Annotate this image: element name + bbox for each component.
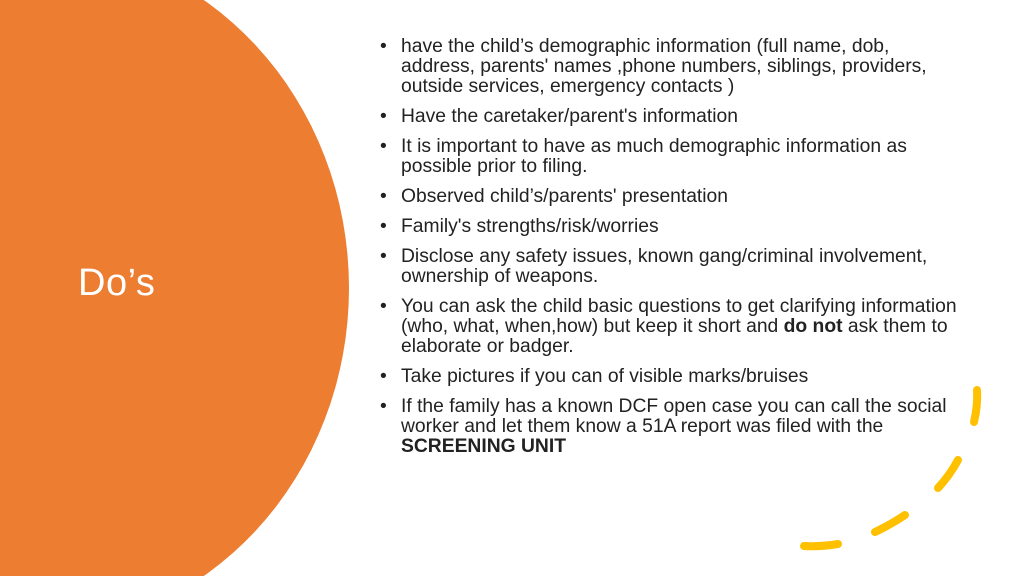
bullet-item <box>380 217 960 237</box>
bullet-text: Have the caretaker/parent's information <box>401 106 738 127</box>
bullet-item <box>380 297 960 357</box>
slide-title: Do’s <box>78 262 156 304</box>
bullet-text: Family's strengths/risk/worries <box>401 216 659 237</box>
arc-dash <box>974 390 977 422</box>
bullet-emphasis: SCREENING UNIT <box>401 436 566 457</box>
bullet-icon: • <box>380 106 387 127</box>
bullet-icon: • <box>380 396 387 417</box>
bullet-text: Take pictures if you can of visible marks/bruises <box>401 366 809 387</box>
arc-dash <box>804 544 838 546</box>
bullet-icon: • <box>380 246 387 267</box>
bullet-text: You can ask the child basic questions to get clarifying information (who, what, when,how) but keep it short and <box>401 296 957 337</box>
bullet-item <box>380 107 960 127</box>
bullet-icon: • <box>380 366 387 387</box>
bullet-text: Observed child’s/parents' presentation <box>401 186 729 207</box>
bullet-item <box>380 37 960 97</box>
dashed-arc-decoration <box>780 370 1010 570</box>
accent-circle <box>0 0 349 576</box>
bullet-text: If the family has a known DCF open case you can call the social worker and let them know a 51A report was filed with the <box>401 396 947 437</box>
bullet-item <box>380 187 960 207</box>
bullet-icon: • <box>380 216 387 237</box>
bullet-icon: • <box>380 136 387 157</box>
bullet-text: have the child’s demographic information (full name, dob, address, parents' names ,phone numbers, siblings, providers, outside services, emergency contacts ) <box>401 36 927 97</box>
bullet-icon: • <box>380 186 387 207</box>
arc-dash <box>938 460 958 488</box>
bullet-item <box>380 247 960 287</box>
bullet-text: Disclose any safety issues, known gang/criminal involvement, ownership of weapons. <box>401 246 928 287</box>
arc-dash <box>875 515 905 532</box>
bullet-item <box>380 137 960 177</box>
bullet-emphasis: do not <box>783 316 843 337</box>
bullet-text: It is important to have as much demographic information as possible prior to filing. <box>401 136 907 177</box>
bullet-text: ask them to elaborate or badger. <box>401 316 948 357</box>
bullet-icon: • <box>380 296 387 317</box>
bullet-icon: • <box>380 36 387 57</box>
